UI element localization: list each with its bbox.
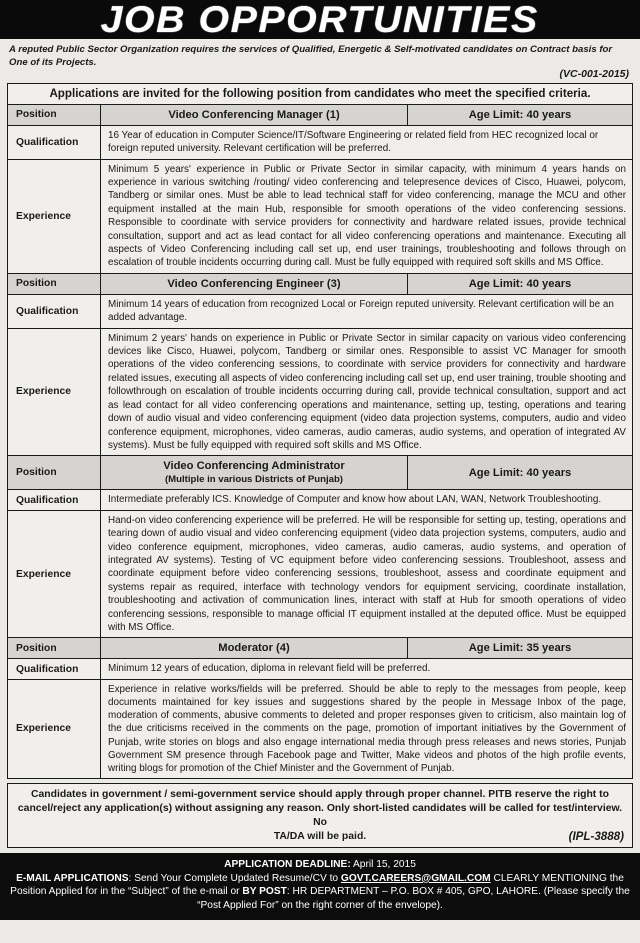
- email-instruction-text-1: : Send Your Complete Updated Resume/CV to: [128, 872, 341, 884]
- by-post-label: BY POST: [242, 886, 287, 898]
- qualification-row: [8, 490, 632, 510]
- experience-row: [8, 329, 632, 457]
- row-label-position: Position: [8, 274, 101, 294]
- position-header-row: [8, 456, 632, 490]
- qualification-cell: [101, 126, 632, 159]
- experience-row: [8, 160, 632, 274]
- position-title-cell: [101, 274, 408, 294]
- row-label-experience: Experience: [8, 680, 101, 778]
- qualification-text: Minimum 12 years of education, diploma in relevant field will be preferred.: [108, 663, 431, 675]
- reference-code: (VC-001-2015): [559, 68, 629, 81]
- intro-block: [0, 39, 640, 83]
- email-address[interactable]: GOVT.CAREERS@GMAIL.COM: [340, 872, 491, 884]
- row-label-qualification: Qualification: [8, 126, 101, 159]
- experience-text: Experience in relative works/fields will be preferred. Should be able to reply to the messages from people, keep documents maintained for key issues and suggestions shared by the people in Message Inbox of the page, moderation of comments, abusive comments to deleted and proper responses given to criticism, also maintain log of the due criticisms received in the comments on the page, promotion of important initiatives by the Government of Punjab, write stories on blogs and also engage international media through press releases and news stories, Punjab Government SM presence through Facebook page and Twitter, Make videos and photos of the high profile events, writing blogs for promotion of the Chief Minister and the Government of Punjab.: [108, 683, 626, 774]
- experience-text: Minimum 5 years' experience in Public or Private Sector in similar capacity, with minimum 4 years hands on experience in various switching /routing/ video conferencing and telepresence devices of Cisco, Huawei, polycom, Tandberg or similar ones. Must be able to lead technical staff for video conferencing, manage the MCU and other equipment installed at the main Hub, responsible for smooth operations of the video conferencing sessions. Responsible to coordinate with service providers for connectivity and hardware related issues, provide technical consultation, support and act as lead contact for all video conferencing operations and maintenance. Executing all aspects of Video Conferencing including call set up, end user trainings, troubleshooting and follows through on escalation of trouble incidents occurring during call. Must be fully equipped with required soft skills and MS Office.: [108, 163, 626, 269]
- note-line-2: cancel/reject any application(s) without assigning any reason. Only short-listed candidates will be called for test/interview. No: [17, 803, 623, 829]
- qualification-cell: [101, 659, 632, 678]
- deadline-label: APPLICATION DEADLINE:: [224, 859, 351, 871]
- position-header-row: [8, 105, 632, 126]
- row-label-qualification: Qualification: [8, 490, 101, 509]
- experience-row: [8, 680, 632, 778]
- row-label-position: Position: [8, 456, 101, 489]
- qualification-cell: [101, 490, 632, 509]
- qualification-row: [8, 295, 632, 329]
- row-label-experience: Experience: [8, 329, 101, 456]
- position-title-cell: [101, 638, 408, 658]
- position-age-limit: Age Limit: 40 years: [468, 108, 572, 121]
- position-header-row: [8, 638, 632, 659]
- position-subtitle: (Multiple in various Districts of Punjab): [164, 474, 344, 486]
- row-label-experience: Experience: [8, 160, 101, 273]
- position-age-limit: Age Limit: 40 years: [468, 466, 572, 479]
- footer-block: [0, 853, 640, 919]
- postal-address-text: : HR DEPARTMENT – P.O. BOX # 405, GPO, LAHORE. (Please specify the “Post Applied For” on the right corner of the envelope).: [197, 886, 630, 911]
- application-deadline-line: [10, 858, 630, 872]
- position-title: Moderator (4): [218, 642, 290, 655]
- qualification-row: [8, 126, 632, 160]
- experience-cell: [101, 511, 632, 638]
- qualification-text: Intermediate preferably ICS. Knowledge of Computer and know how about LAN, WAN, Network Troubleshooting.: [108, 494, 602, 506]
- row-label-position: Position: [8, 105, 101, 125]
- page-title: JOB OPPORTUNITIES: [100, 0, 540, 39]
- note-line-1: Candidates in government / semi-government service should apply through proper channel. PITB reserve the right to: [31, 789, 609, 801]
- row-label-position: Position: [8, 638, 101, 658]
- row-label-experience: Experience: [8, 511, 101, 638]
- position-title-cell: [101, 105, 408, 125]
- position-title: Video Conferencing Engineer (3): [167, 277, 341, 290]
- position-header-row: [8, 274, 632, 295]
- ipl-code: (IPL-3888): [568, 830, 624, 844]
- experience-cell: [101, 329, 632, 456]
- deadline-value: April 15, 2015: [353, 859, 416, 871]
- general-note-box: [7, 783, 633, 848]
- qualification-row: [8, 659, 632, 679]
- position-title-cell: [101, 456, 408, 489]
- row-label-qualification: Qualification: [8, 659, 101, 678]
- intro-text: A reputed Public Sector Organization requires the services of Qualified, Energetic & Self-motivated candidates on Contract basis for One of its Projects.: [9, 44, 613, 68]
- position-title: Video Conferencing Manager (1): [168, 108, 340, 121]
- email-instruction-text-2: CLEARLY MENTIONING the Position Applied for in the “Subject” of the e-mail or: [10, 872, 624, 898]
- experience-text: Minimum 2 years' hands on experience in Public or Private Sector in similar capacity on various video conferencing devices like Cisco, Huawei, polycom, Tandberg or similar ones. Responsible to assist VC Manager for smooth operations of the video conferencing sessions, to coordinate with service providers for connectivity and hardware related issues, executing all aspects of video conferencing including call set up, end user training, trouble shooting and followthrough on escalation of trouble incidents occurring during call, provide technical consultation, support and act as lead contact for all video conferencing operations and maintenance, setting up, testing, operations and tearing down of audio visual and video conferencing equipment (video data projection systems, computers, audio and video conference equipment, microphones, video cameras, audio cameras, audio systems, and operation of integrated AV systems). Must be fully equipped with required soft skills and MS Office.: [108, 332, 626, 451]
- page-banner: [0, 0, 640, 39]
- email-applications-label: E-MAIL APPLICATIONS: [16, 872, 129, 884]
- row-label-qualification: Qualification: [8, 295, 101, 328]
- experience-cell: [101, 160, 632, 273]
- experience-row: [8, 511, 632, 639]
- qualification-text: Minimum 14 years of education from recognized Local or Foreign reputed university. Relevant certification will be an added advantage.: [108, 298, 614, 324]
- experience-text: Hand-on video conferencing experience will be preferred. He will be responsible for setting up, testing, operations and tearing down of audio visual and video conferencing equipment (video data projection systems, computers, audio and video conference equipment, microphones, video cameras, audio cameras, audio systems, and operation of integrated AV systems). Testing of VC equipment before video conferencing sessions. Troubleshoot, assess and coordinate equipment before video conferencing sessions, troubleshoot, assess and coordinate equipment and systems repair as required, interface with technology vendors for equipment servicing, coordinate installation, troubleshooting and activation of communication lines, interact with staff at Hub for smooth operations of video conferencing sessions, responsible to manage official IT equipment installed at the deputed office. Must be equipped with MS Office.: [108, 514, 626, 633]
- position-age-limit: Age Limit: 40 years: [468, 277, 572, 290]
- qualification-cell: [101, 295, 632, 328]
- qualification-text: 16 Year of education in Computer Science/IT/Software Engineering or related field from HEC recognized local or foreign reputed university. Relevant certification will be preferred.: [108, 129, 599, 155]
- experience-cell: [101, 680, 632, 778]
- applications-invited-line: Applications are invited for the following position from candidates who meet the specified criteria.: [8, 84, 632, 105]
- note-line-3: TA/DA will be paid.: [273, 831, 367, 843]
- application-instructions: [10, 872, 630, 913]
- position-title: Video Conferencing Administrator: [163, 460, 345, 473]
- position-age-limit: Age Limit: 35 years: [468, 642, 572, 655]
- positions-table: [7, 83, 633, 779]
